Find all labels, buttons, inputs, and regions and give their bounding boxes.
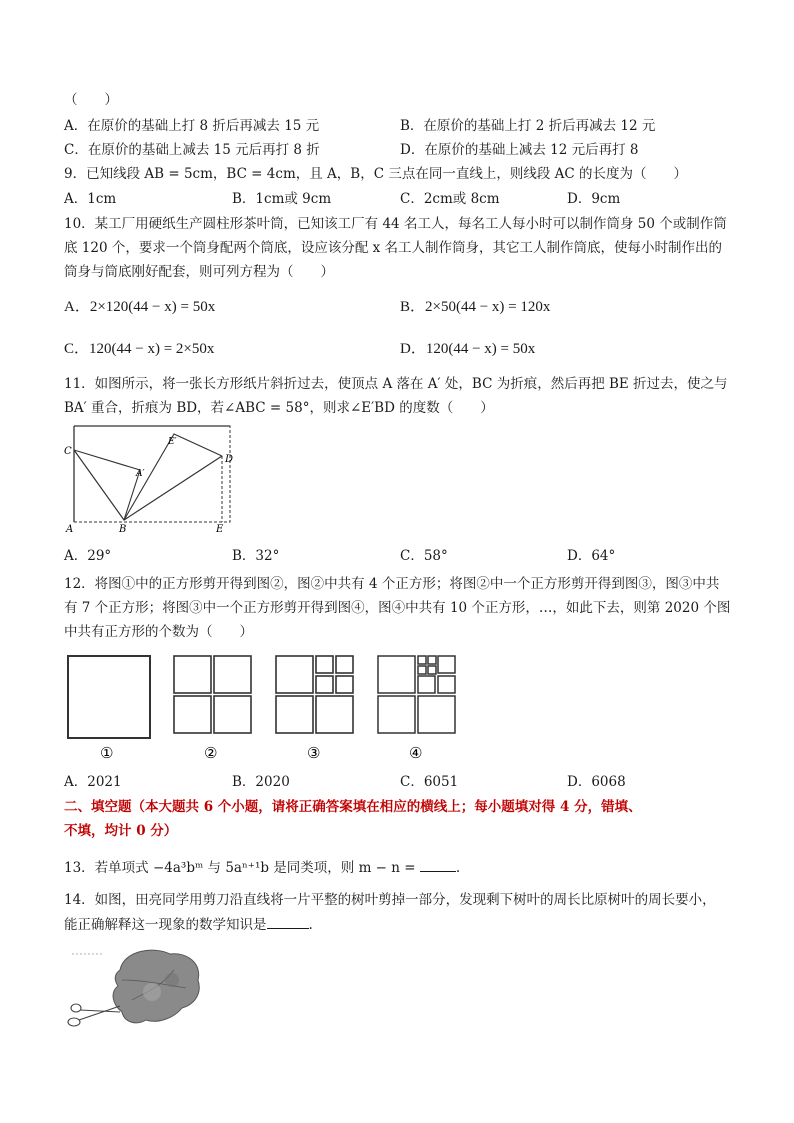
q11-stem-line2: BA′ 重合，折痕为 BD，若∠ABC = 58°，则求∠E′BD 的度数（ ）	[64, 400, 494, 416]
q8-option-c: C．在原价的基础上减去 15 元后再打 8 折	[64, 142, 320, 158]
q8-answer-paren: （ ）	[64, 92, 118, 108]
q11-fold-lines	[74, 450, 222, 520]
q12-caption-2: ②	[204, 744, 218, 762]
q11-label-b: B	[119, 524, 127, 535]
q11-option-d: D．64°	[567, 548, 616, 564]
q11-label-d: D	[225, 454, 234, 465]
q12-fig3	[276, 656, 353, 733]
q10-option-a: A．2×120(44 − x) = 50x	[64, 299, 216, 315]
q10-stem-line2: 底 120 个，要求一个筒身配两个筒底，设应该分配 x 名工人制作筒身，其它工人制作筒底，使每小时制作出的	[64, 240, 723, 256]
q12-caption-4: ④	[409, 744, 423, 762]
q14-leaf-scissors-figure	[62, 940, 212, 1036]
q12-option-b: B．2020	[232, 774, 290, 790]
q14-period: .	[308, 917, 313, 933]
q11-option-c: C．58°	[400, 548, 448, 564]
q12-fig1-square	[68, 656, 150, 738]
q11-rectangle-outline	[74, 426, 230, 522]
q13-text: 13．若单项式 −4a³bᵐ 与 5aⁿ⁺¹b 是同类项，则 m − n =	[64, 860, 416, 876]
q11-label-c: C	[64, 446, 72, 457]
q10-option-b: B．2×50(44 − x) = 120x	[400, 299, 551, 315]
q8-option-b: B．在原价的基础上打 2 折后再减去 12 元	[400, 118, 656, 134]
q12-stem-line1: 12．将图①中的正方形剪开得到图②，图②中共有 4 个正方形；将图②中一个正方形剪开得到图③，图③中共	[64, 576, 720, 592]
section-2-heading-line2: 不填，均计 0 分）	[64, 823, 178, 839]
q11-label-e: E	[216, 524, 224, 535]
q14-text: 能正确解释这一现象的数学知识是	[64, 917, 267, 933]
q8-option-a: A．在原价的基础上打 8 折后再减去 15 元	[64, 118, 320, 134]
q13-stem	[64, 857, 460, 878]
q10-stem-line3: 筒身与筒底刚好配套，则可列方程为（ ）	[64, 264, 334, 280]
q12-stem-line3: 中共有正方形的个数为（ ）	[64, 624, 253, 640]
q14-stem-line2	[64, 914, 313, 935]
q12-caption-3: ③	[307, 744, 321, 762]
q13-period: .	[455, 860, 461, 876]
q13-answer-blank[interactable]	[420, 857, 456, 872]
q9-option-b: B．1cm或 9cm	[232, 191, 332, 207]
q14-stem-line1: 14．如图，田亮同学用剪刀沿直线将一片平整的树叶剪掉一部分，发现剩下树叶的周长比原树叶的周长要小，	[64, 892, 716, 908]
q14-answer-blank[interactable]	[267, 914, 309, 929]
q9-option-c: C．2cm或 8cm	[400, 191, 500, 207]
q8-option-d: D．在原价的基础上减去 12 元后再打 8	[400, 142, 639, 158]
q12-option-a: A．2021	[64, 774, 122, 790]
q11-label-e-prime: E′	[168, 437, 177, 447]
q12-option-d: D．6068	[567, 774, 626, 790]
q9-option-d: D．9cm	[567, 191, 621, 207]
q11-option-b: B．32°	[232, 548, 280, 564]
q9-stem: 9．已知线段 AB = 5cm，BC = 4cm，且 A，B，C 三点在同一直线上，则线段 AC 的长度为（ ）	[64, 166, 687, 182]
q12-fig2	[174, 656, 251, 733]
q11-label-a-prime: A′	[136, 469, 145, 479]
q10-option-d: D．120(44 − x) = 50x	[400, 341, 536, 357]
q10-option-c: C．120(44 − x) = 2×50x	[64, 341, 215, 357]
q12-fig4	[378, 656, 455, 733]
q12-squares-figures	[64, 652, 464, 764]
scissors-icon	[68, 1004, 120, 1026]
q12-option-c: C．6051	[400, 774, 459, 790]
q12-caption-1: ①	[100, 744, 114, 762]
q10-stem-line1: 10．某工厂用硬纸生产圆柱形茶叶筒，已知该工厂有 44 名工人，每名工人每小时可以制作筒身 50 个或制作筒	[64, 216, 727, 232]
q11-label-a: A	[66, 524, 74, 535]
section-2-heading-line1: 二、填空题（本大题共 6 个小题，请将正确答案填在相应的横线上；每小题填对得 4 分，错填、	[64, 799, 642, 815]
q11-stem-line1: 11．如图所示，将一张长方形纸片斜折过去，使顶点 A 落在 A′ 处，BC 为折痕，然后再把 BE 折过去，使之与	[64, 376, 728, 392]
q11-option-a: A．29°	[64, 548, 112, 564]
q9-option-a: A．1cm	[64, 191, 117, 207]
q11-fold-figure	[62, 418, 242, 536]
q12-stem-line2: 有 7 个正方形；将图③中一个正方形剪开得到图④，图④中共有 10 个正方形，…，如此下去，则第 2020 个图	[64, 600, 731, 616]
leaf-image	[113, 950, 199, 1023]
